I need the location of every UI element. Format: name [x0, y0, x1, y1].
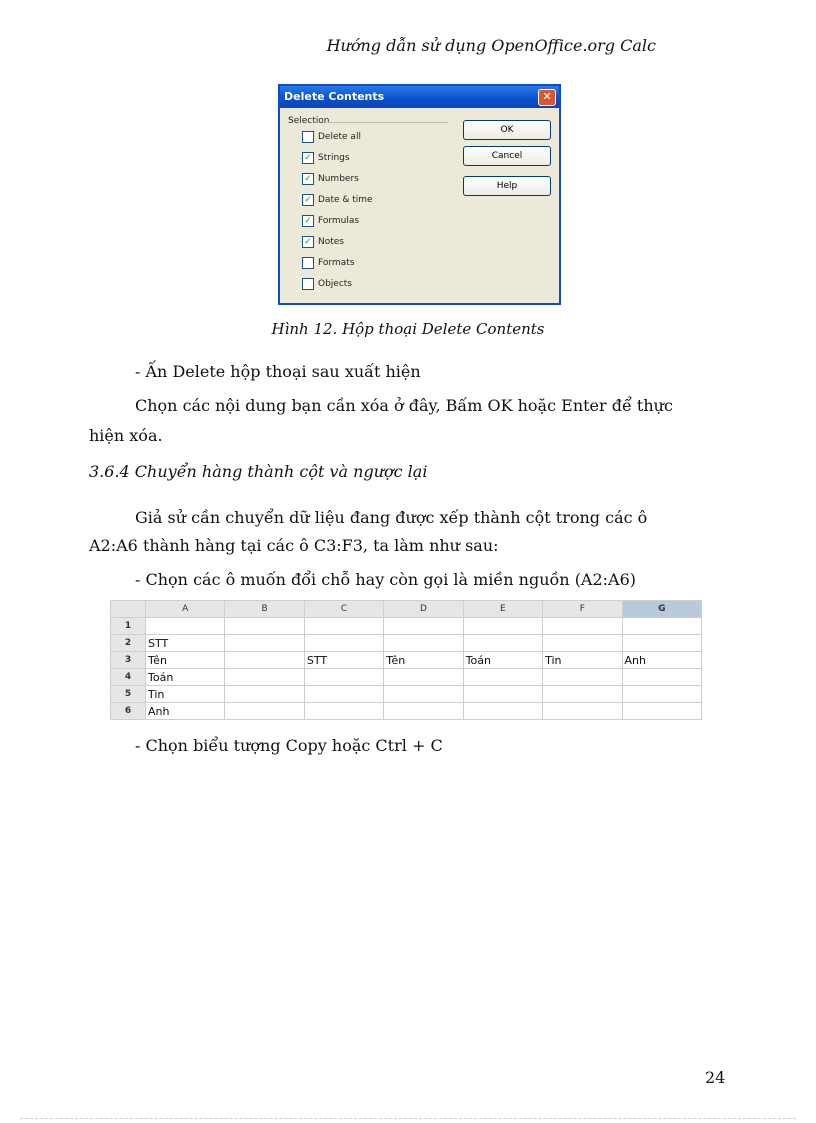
row-header[interactable]: 2 [111, 635, 146, 652]
cell[interactable] [463, 686, 542, 703]
checkmark-icon[interactable]: ✓ [302, 194, 314, 206]
column-header[interactable]: A [146, 601, 225, 618]
cell[interactable] [384, 618, 463, 635]
ok-button[interactable]: OK [463, 120, 551, 140]
cell[interactable] [304, 635, 383, 652]
group-divider [328, 122, 448, 123]
row-header[interactable]: 1 [111, 618, 146, 635]
option-label: Strings [318, 153, 350, 163]
cell[interactable]: Tên [384, 652, 463, 669]
cell[interactable] [543, 618, 622, 635]
footer-divider [20, 1118, 796, 1119]
cancel-button[interactable]: Cancel [463, 146, 551, 166]
option-label: Numbers [318, 174, 359, 184]
checkmark-icon[interactable]: ✓ [302, 215, 314, 227]
cell[interactable] [463, 618, 542, 635]
option-checkbox[interactable] [302, 193, 373, 207]
cell[interactable] [225, 635, 304, 652]
cell[interactable] [463, 635, 542, 652]
cell[interactable] [622, 686, 701, 703]
cell[interactable] [146, 618, 225, 635]
spreadsheet-grid [110, 600, 702, 724]
option-checkbox[interactable] [302, 235, 344, 249]
close-icon[interactable]: ✕ [538, 89, 556, 106]
column-header[interactable]: D [384, 601, 463, 618]
option-checkbox[interactable] [302, 277, 352, 291]
option-checkbox[interactable] [302, 130, 361, 144]
column-header[interactable]: F [543, 601, 622, 618]
option-label: Date & time [318, 195, 373, 205]
page-number: 24 [705, 1068, 726, 1087]
checkbox-icon[interactable] [302, 131, 314, 143]
dialog-title: Delete Contents [284, 90, 385, 103]
table-row [111, 652, 702, 669]
cell[interactable]: Anh [622, 652, 701, 669]
cell[interactable] [543, 635, 622, 652]
cell[interactable] [225, 686, 304, 703]
figure-caption: Hình 12. Hộp thoại Delete Contents [271, 320, 545, 338]
option-checkbox[interactable] [302, 151, 350, 165]
cell[interactable] [543, 669, 622, 686]
section-heading: 3.6.4 Chuyển hàng thành cột và ngược lại [89, 462, 428, 481]
cell[interactable] [304, 686, 383, 703]
option-label: Formulas [318, 216, 360, 226]
cell[interactable] [384, 703, 463, 720]
column-header[interactable]: C [304, 601, 383, 618]
paragraph: hiện xóa. [89, 426, 163, 445]
running-header: Hướng dẫn sử dụng OpenOffice.org Calc [326, 36, 656, 55]
option-checkbox[interactable] [302, 256, 354, 270]
cell[interactable] [622, 635, 701, 652]
table-row [111, 618, 702, 635]
dialog-titlebar [280, 86, 559, 108]
checkmark-icon[interactable]: ✓ [302, 152, 314, 164]
paragraph: - Chọn các ô muốn đổi chỗ hay còn gọi là miền nguồn (A2:A6) [135, 570, 637, 589]
cell[interactable]: Tên [146, 652, 225, 669]
cell[interactable] [225, 618, 304, 635]
option-label: Notes [318, 237, 344, 247]
cell[interactable] [463, 703, 542, 720]
cell[interactable]: STT [146, 635, 225, 652]
cell[interactable] [622, 669, 701, 686]
paragraph: - Chọn biểu tượng Copy hoặc Ctrl + C [135, 736, 443, 755]
cell[interactable]: Toán [146, 669, 225, 686]
cell[interactable] [384, 669, 463, 686]
checkmark-icon[interactable]: ✓ [302, 173, 314, 185]
paragraph: A2:A6 thành hàng tại các ô C3:F3, ta làm như sau: [89, 536, 499, 555]
selection-group-label: Selection [288, 116, 330, 126]
cell[interactable] [622, 703, 701, 720]
checkmark-icon[interactable]: ✓ [302, 236, 314, 248]
cell[interactable] [225, 652, 304, 669]
table-row [111, 635, 702, 652]
cell[interactable] [384, 635, 463, 652]
cell[interactable] [225, 703, 304, 720]
cell[interactable]: Tin [543, 652, 622, 669]
option-label: Formats [318, 258, 355, 268]
cell[interactable] [543, 686, 622, 703]
cell[interactable] [384, 686, 463, 703]
table-row [111, 686, 702, 703]
option-label: Delete all [318, 132, 361, 142]
delete-contents-dialog [278, 84, 561, 305]
checkbox-icon[interactable] [302, 257, 314, 269]
column-header[interactable]: G [622, 601, 701, 618]
paragraph: - Ấn Delete hộp thoại sau xuất hiện [135, 362, 421, 381]
cell[interactable]: STT [304, 652, 383, 669]
cell[interactable] [304, 703, 383, 720]
row-header[interactable]: 6 [111, 703, 146, 720]
cell[interactable] [225, 669, 304, 686]
column-header[interactable]: B [225, 601, 304, 618]
cell[interactable]: Tin [146, 686, 225, 703]
table-row [111, 669, 702, 686]
table-row [111, 703, 702, 720]
cell[interactable] [463, 669, 542, 686]
column-header[interactable]: E [463, 601, 542, 618]
checkbox-icon[interactable] [302, 278, 314, 290]
cell[interactable] [304, 669, 383, 686]
row-header[interactable]: 4 [111, 669, 146, 686]
option-checkbox[interactable] [302, 214, 359, 228]
cell[interactable] [622, 618, 701, 635]
option-label: Objects [318, 279, 353, 289]
option-checkbox[interactable] [302, 172, 359, 186]
paragraph: Chọn các nội dung bạn cần xóa ở đây, Bấm OK hoặc Enter để thực [135, 396, 673, 415]
cell[interactable] [304, 618, 383, 635]
row-header[interactable]: 5 [111, 686, 146, 703]
row-header[interactable]: 3 [111, 652, 146, 669]
cell[interactable] [543, 703, 622, 720]
corner-cell[interactable] [111, 601, 146, 618]
paragraph: Giả sử cần chuyển dữ liệu đang được xếp thành cột trong các ô [135, 508, 648, 527]
help-button[interactable]: Help [463, 176, 551, 196]
cell[interactable]: Toán [463, 652, 542, 669]
cell[interactable]: Anh [146, 703, 225, 720]
